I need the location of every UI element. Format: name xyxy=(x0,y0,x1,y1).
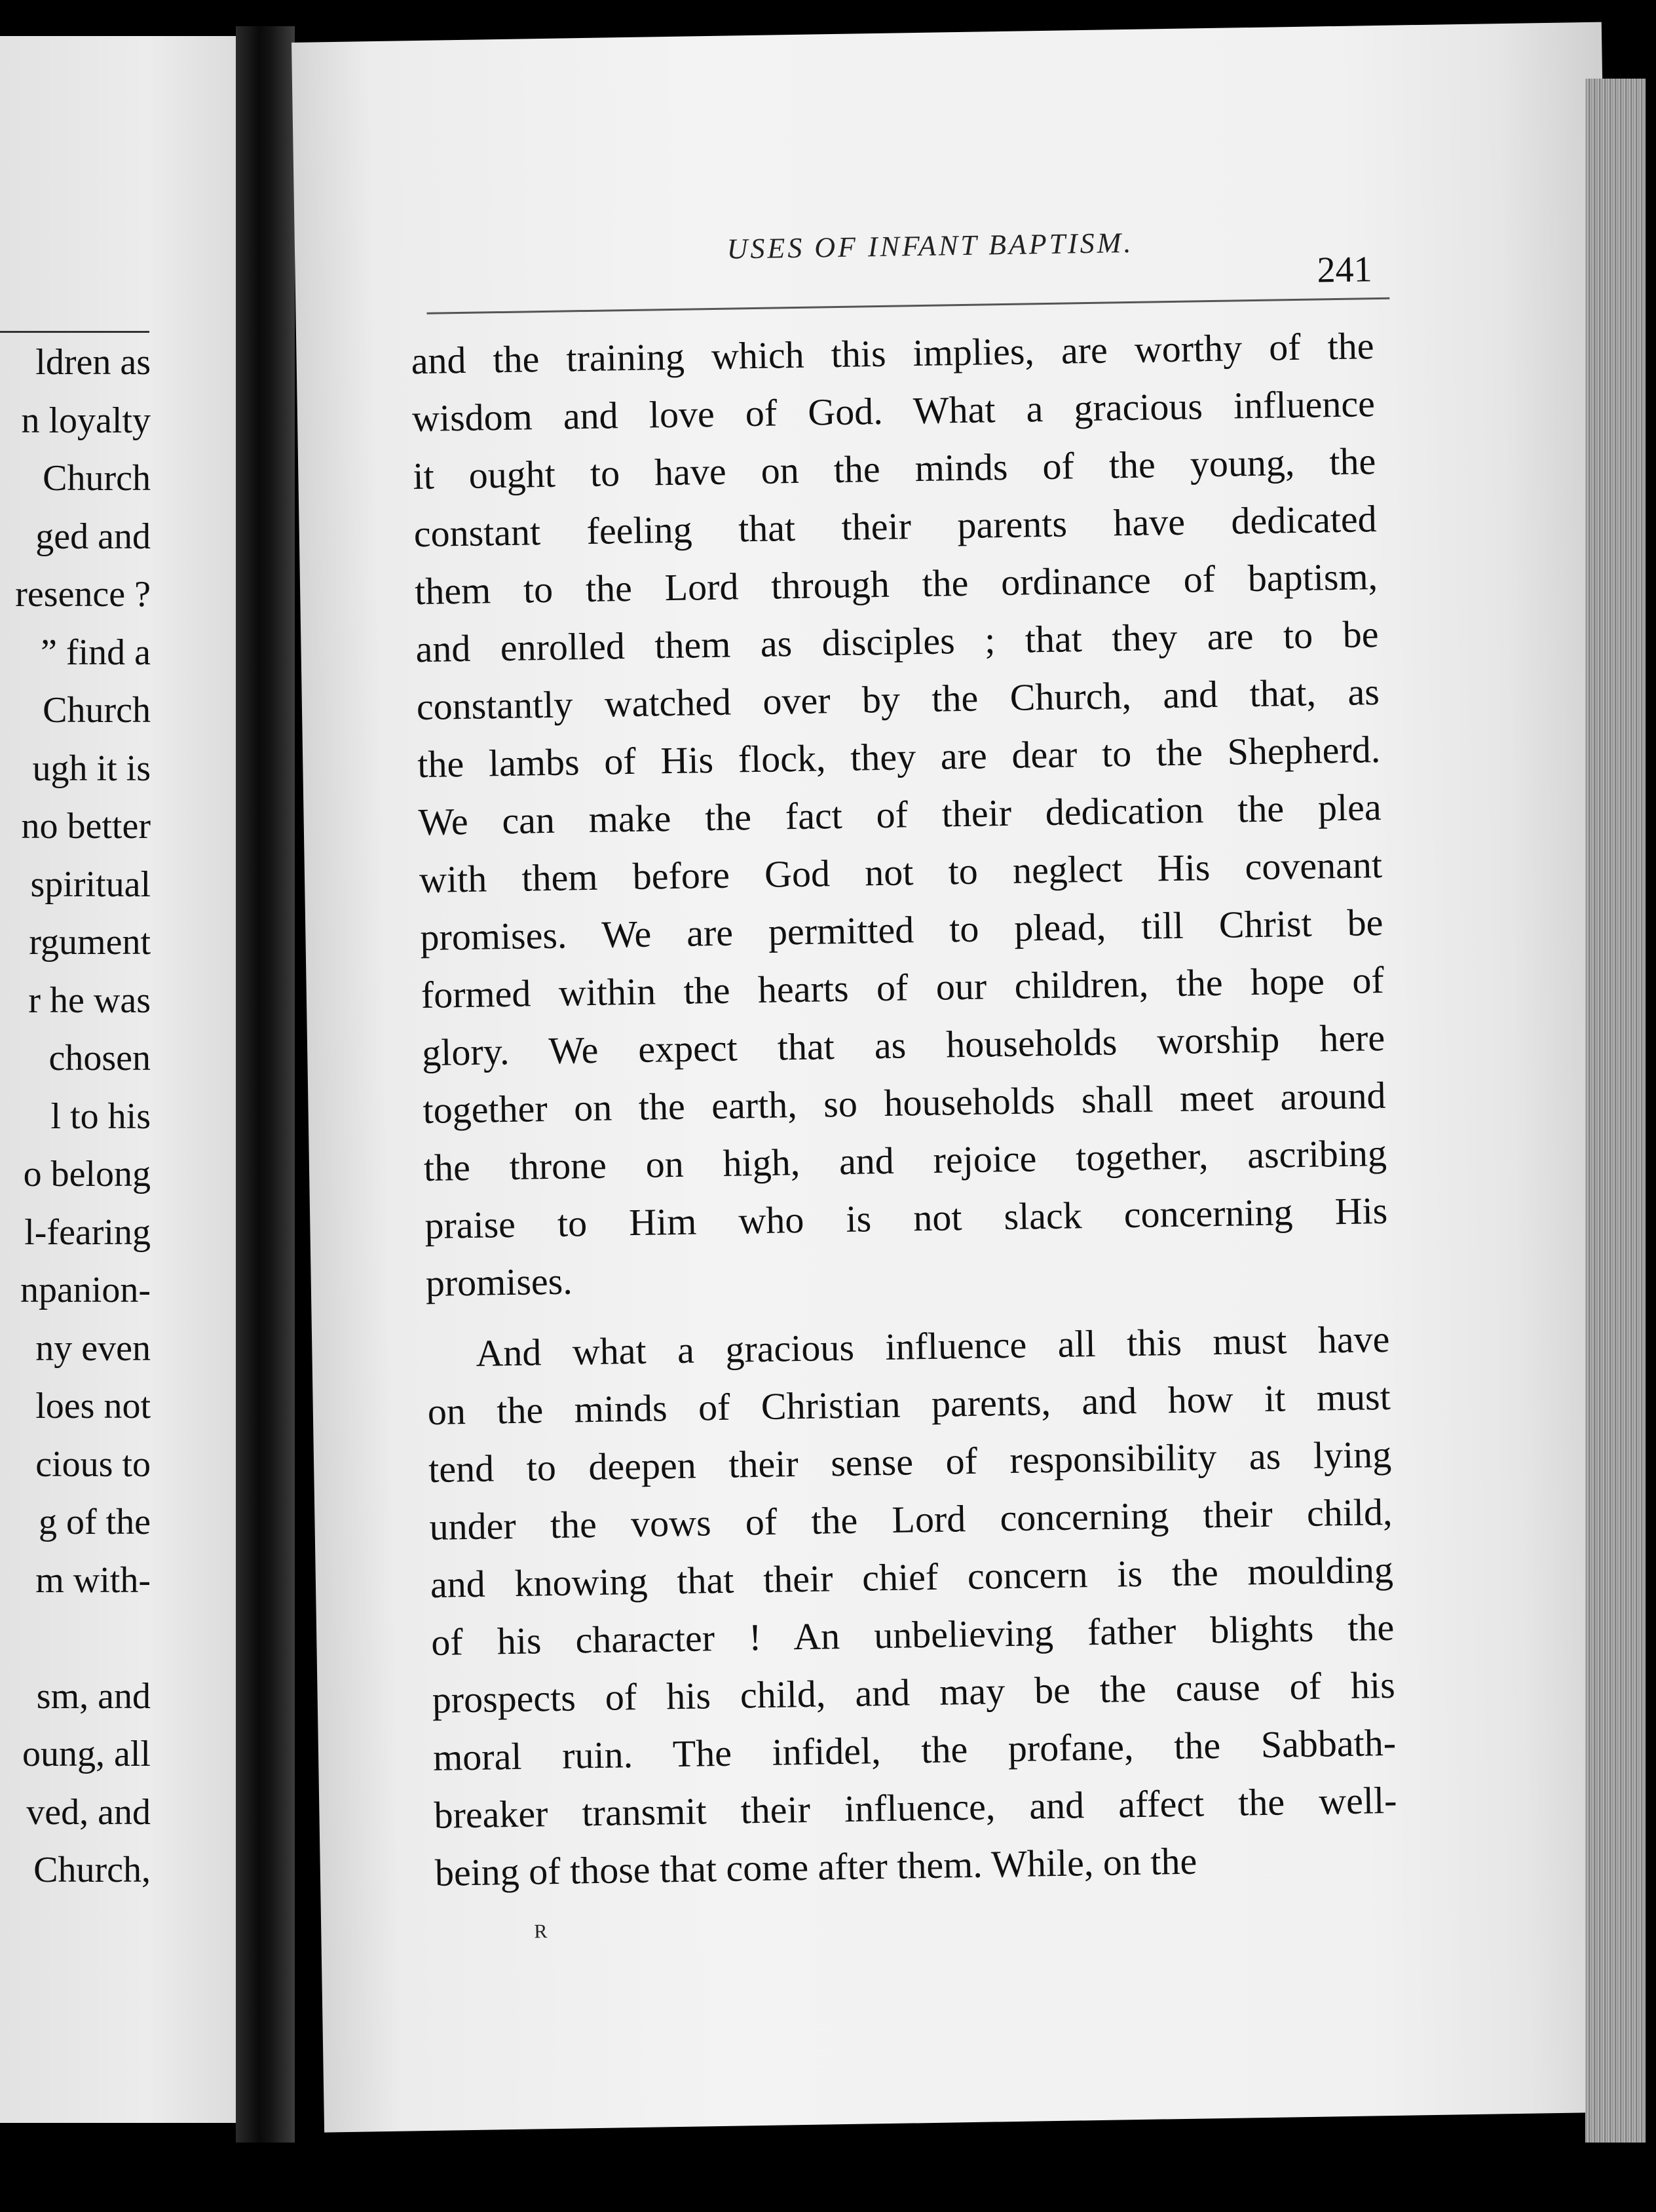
left-page-line: loes not xyxy=(35,1386,151,1426)
left-page-line: m with- xyxy=(35,1559,151,1601)
text-line: promises. We are permitted to plead, till Christ be xyxy=(419,900,1383,959)
text-line: the lambs of His flock, they are dear to the Shepherd. xyxy=(417,728,1381,786)
text-line: constant feeling that their parents have dedicated xyxy=(413,497,1378,556)
text-line: the throne on high, and rejoice together, ascribing xyxy=(423,1131,1387,1190)
left-page-line: l-fearing xyxy=(24,1211,151,1253)
text-line: tend to deepen their sense of responsibility as lying xyxy=(428,1432,1392,1491)
text-line: with them before God not to neglect His covenant xyxy=(419,843,1383,902)
left-page-line: ny even xyxy=(35,1327,151,1369)
left-header-rule xyxy=(0,331,149,333)
left-page-line: spiritual xyxy=(30,864,151,905)
body-text xyxy=(411,317,1398,1902)
book-gutter xyxy=(236,26,295,2143)
right-page xyxy=(292,22,1634,2133)
text-line: And what a gracious influence all this must have xyxy=(475,1317,1390,1375)
left-page-line: Church xyxy=(43,458,151,499)
left-page-line: l to his xyxy=(50,1096,151,1137)
left-page-line: Church, xyxy=(33,1850,151,1890)
left-page-line: cious to xyxy=(35,1443,151,1485)
text-line: on the minds of Christian parents, and how it must xyxy=(427,1375,1391,1433)
page-edges xyxy=(1585,79,1646,2143)
text-line: formed within the hearts of our children, the hope of xyxy=(421,958,1385,1017)
left-page-line: r he was xyxy=(28,980,151,1021)
left-page-line: n loyalty xyxy=(21,400,151,441)
left-page-line: sm, and xyxy=(36,1675,151,1717)
text-line: and knowing that their chief concern is the moulding xyxy=(430,1548,1394,1606)
left-page-line: ged and xyxy=(35,516,151,557)
text-line: breaker transmit their influence, and affect the well- xyxy=(434,1778,1397,1837)
left-page-line: no better xyxy=(21,806,151,847)
text-line: and the training which this implies, are worthy of the xyxy=(411,324,1374,383)
text-line: wisdom and love of God. What a gracious influence xyxy=(411,382,1376,440)
running-title: USES OF INFANT BAPTISM. xyxy=(726,226,1134,265)
text-line: being of those that come after them. While, on the xyxy=(434,1839,1197,1894)
text-line: promises. xyxy=(425,1259,573,1305)
left-page-line: ldren as xyxy=(35,342,151,383)
text-line: praise to Him who is not slack concerning His xyxy=(424,1189,1388,1248)
text-line: of his character ! An unbelieving father blights the xyxy=(430,1605,1395,1664)
paragraph-2 xyxy=(426,1310,1399,1902)
paragraph-1 xyxy=(411,317,1389,1312)
left-page-line: o belong xyxy=(23,1154,151,1194)
text-line: and enrolled them as disciples ; that they are to be xyxy=(415,613,1379,671)
text-line: it ought to have on the minds of the young, the xyxy=(412,440,1376,498)
left-page-line: g of the xyxy=(38,1502,151,1542)
text-line: constantly watched over by the Church, and that, as xyxy=(416,670,1380,729)
text-line: under the vows of the Lord concerning their child, xyxy=(429,1490,1393,1548)
text-line: moral ruin. The infidel, the profane, the Sabbath- xyxy=(432,1721,1397,1779)
text-line: together on the earth, so households shall meet around xyxy=(423,1073,1386,1132)
text-line: them to the Lord through the ordinance of baptism, xyxy=(414,555,1378,613)
text-line: We can make the fact of their dedication the plea xyxy=(418,786,1382,844)
left-page-line: chosen xyxy=(48,1038,151,1078)
text-line: glory. We expect that as households worship here xyxy=(421,1016,1385,1075)
left-facing-page xyxy=(0,36,246,2123)
left-page-line: resence ? xyxy=(15,574,151,615)
text-line: prospects of his child, and may be the cause of his xyxy=(432,1663,1396,1721)
left-page-line: oung, all xyxy=(22,1734,151,1774)
header-rule xyxy=(426,297,1389,315)
page-number: 241 xyxy=(1317,249,1373,291)
left-page-line: rgument xyxy=(29,922,151,963)
signature-mark: R xyxy=(534,1920,548,1943)
left-page-line: ugh it is xyxy=(32,748,151,789)
left-page-line: ved, and xyxy=(26,1791,151,1833)
left-page-line: Church xyxy=(43,690,151,731)
left-page-line: ” find a xyxy=(41,632,151,673)
left-page-line: npanion- xyxy=(20,1270,151,1310)
